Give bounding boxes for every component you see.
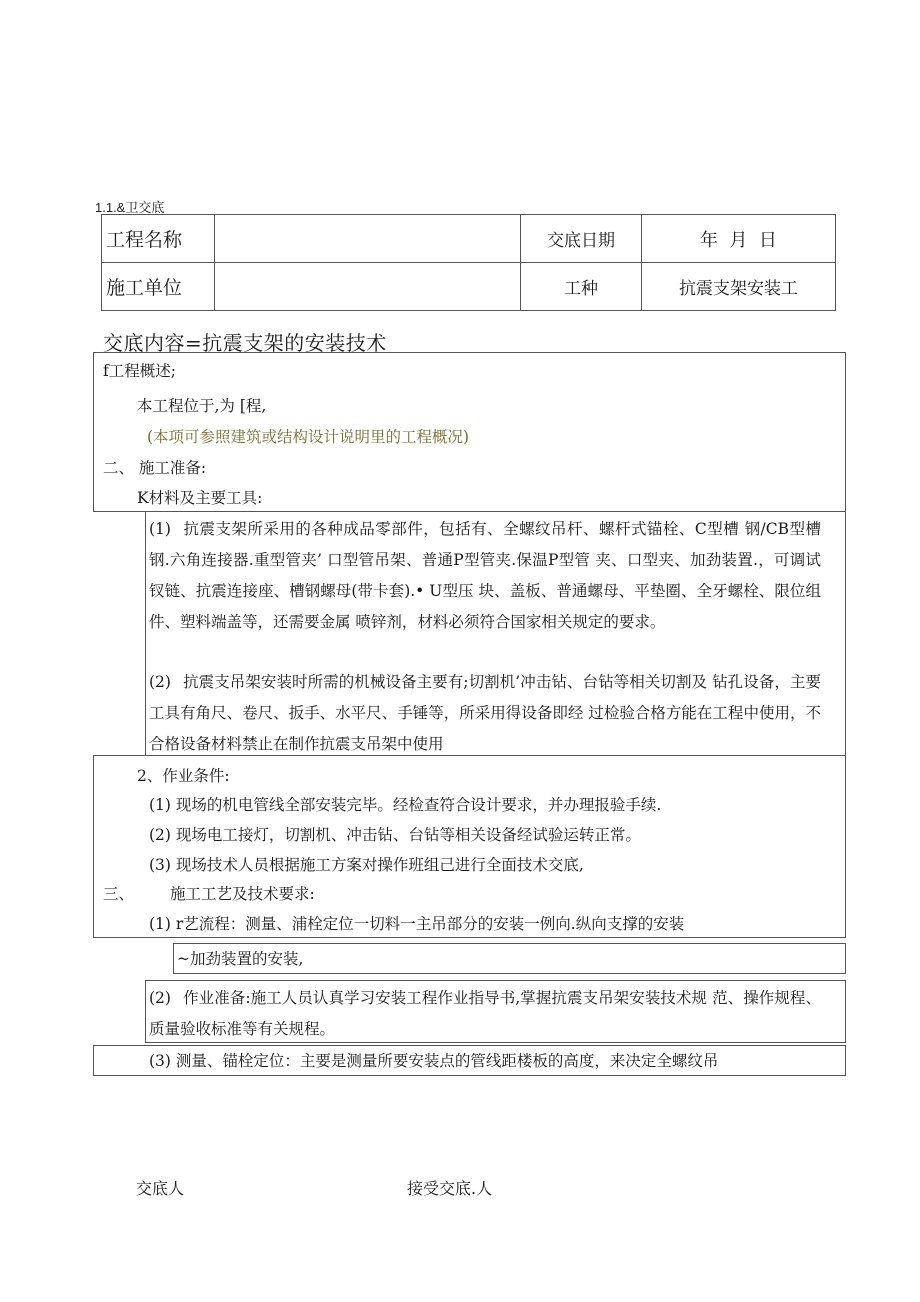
project-name-value	[215, 215, 521, 263]
date-value: 年 月 日	[642, 215, 836, 263]
header-table	[101, 214, 836, 311]
material-item-1-number: (1)	[149, 520, 171, 538]
trade-label: 工种	[521, 263, 642, 311]
section-title: 交底内容=抗震支架的安装技术	[103, 331, 387, 355]
material-item-2-text: 抗震支吊架安装时所需的机械设备主要有;切割机’冲击钻、台钻等相关切割及 钻孔设备，主要工具有角尺、卷尺、扳手、水平尺、手锤等，所采用得设备即经 过检验合格方能在工程中使用，不合格设备材料禁止在制作抗震支吊架中使用	[149, 673, 821, 753]
s2-sub2: 2、作业条件:	[137, 767, 230, 785]
process-1: (1) r艺流程：测量、浦栓定位一切料一主吊部分的安装一例向.纵向支撑的安装	[149, 915, 685, 933]
s1-note: (本项可参照建筑或结构设计说明里的工程概况)	[147, 428, 470, 446]
s1-text: 本工程位于,为 [程,	[137, 397, 267, 415]
unit-value	[215, 263, 521, 311]
s3-number: 三、	[103, 885, 135, 903]
condition-3: (3) 现场技术人员根据施工方案对操作班组己进行全面技术交底,	[149, 856, 584, 874]
process-item-2	[149, 983, 821, 1045]
unit-label: 施工单位	[102, 263, 215, 311]
material-item-1	[149, 514, 821, 638]
condition-2: (2) 现场电工接灯，切割机、冲击钻、台钻等相关设备经试验运转正常。	[149, 826, 641, 844]
process-item-2-number: (2)	[149, 989, 171, 1007]
process-item-2-text: 作业准备:施工人员认真学习安装工程作业指导书,掌握抗震支吊架安装技术规 范、操作规程、质量验收标准等有关规程。	[149, 989, 821, 1038]
material-item-2-number: (2)	[149, 673, 171, 691]
trade-value: 抗震支架安装工	[642, 263, 836, 311]
date-label: 交底日期	[521, 215, 642, 263]
header-row-project	[102, 215, 836, 263]
process-1-continuation: ~加劲装置的安装,	[177, 950, 304, 968]
material-item-2	[149, 667, 821, 760]
condition-1: (1) 现场的机电管线全部安装完毕。经检查符合设计要求，并办理报验手续.	[149, 796, 662, 814]
s3-title: 施工工艺及技术要求:	[170, 885, 315, 903]
process-3: (3) 测量、锚栓定位：主要是测量所要安装点的管线距楼板的高度，来决定全螺纹吊	[149, 1052, 719, 1070]
document-pretitle: 1.1.&卫交底	[95, 200, 165, 215]
signature-left-label: 交底人	[136, 1179, 185, 1198]
s1-title: f工程概述;	[103, 362, 176, 380]
material-item-1-text: 抗震支架所采用的各种成品零部件，包括有、全螺纹吊杆、螺杆式锚栓、C型槽 钢/CB型槽钢.六角连接器.重型管夹’ 口型管吊架、普通P型管夹.保温P型管 夹、口型夹、加劲装置.，可调试钗链、抗震连接座、槽钢螺母(带卡套).• U型压 块、盖板、普通螺母、平垫圈、全牙螺栓、限位组件、塑料端盖等，还需要金属 喷锌剂，材料必须符合国家相关规定的要求。	[149, 520, 821, 631]
s2-sub1: K材料及主要工具:	[137, 489, 263, 507]
project-name-label: 工程名称	[102, 215, 215, 263]
header-row-unit	[102, 263, 836, 311]
signature-right-label: 接受交底.人	[407, 1179, 493, 1198]
s2-title: 二、 施工准备:	[103, 459, 207, 477]
